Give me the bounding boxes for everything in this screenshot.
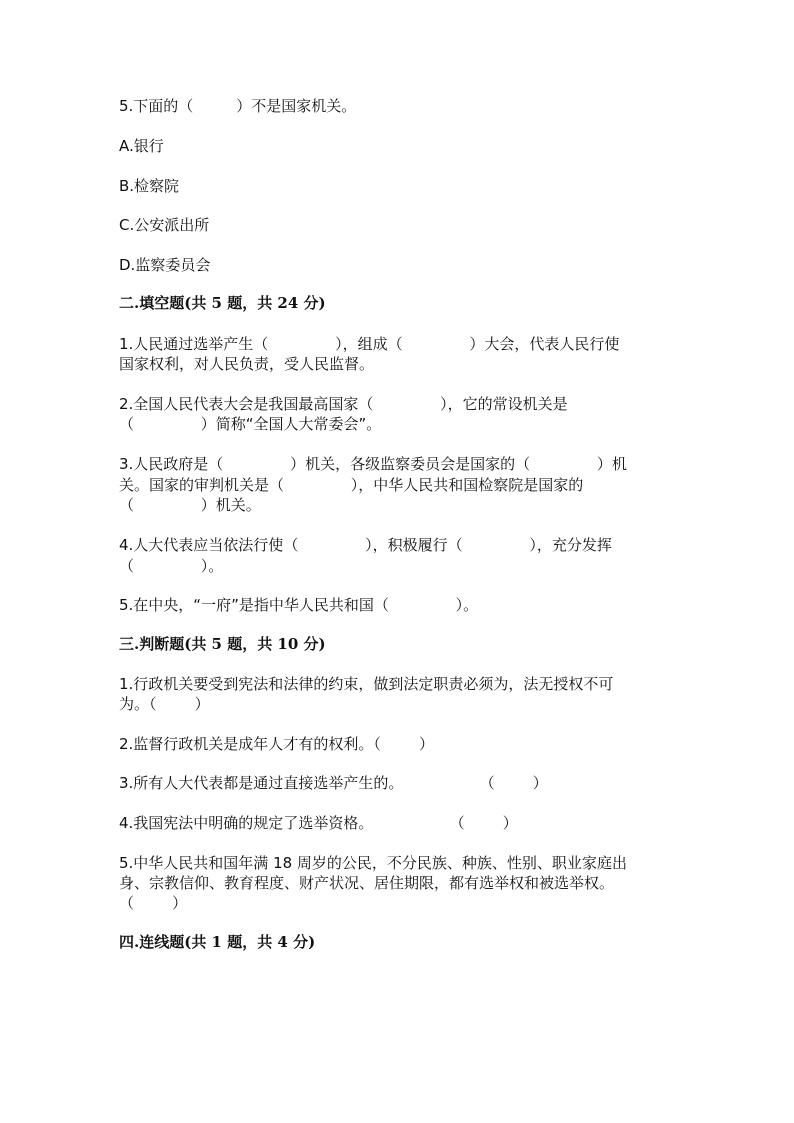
section-3-heading: 三.判断题(共 5 题，共 10 分) <box>119 635 326 653</box>
fill-q5-line-1: 5.在中央，“一府”是指中华人民共和国（ ）。 <box>119 596 479 614</box>
fill-q1-line-2: 国家权利，对人民负责，受人民监督。 <box>119 355 375 373</box>
judge-q4-line-1: 4.我国宪法中明确的规定了选举资格。 （ ） <box>119 814 518 832</box>
option-c: C.公安派出所 <box>119 216 210 234</box>
option-a: A.银行 <box>119 137 164 155</box>
fill-q3-line-2: 关。国家的审判机关是（ ），中华人民共和国检察院是国家的 <box>119 476 584 494</box>
judge-q3-line-1: 3.所有人大代表都是通过直接选举产生的。 （ ） <box>119 774 548 792</box>
section-2-heading: 二.填空题(共 5 题，共 24 分) <box>119 294 326 312</box>
fill-q4-line-2: （ ）。 <box>119 557 224 575</box>
question-5-stem: 5.下面的（ ）不是国家机关。 <box>119 97 357 115</box>
judge-q5-line-3: （ ） <box>119 894 188 912</box>
fill-q1-line-1: 1.人民通过选举产生（ ），组成（ ）大会，代表人民行使 <box>119 335 620 353</box>
section-4-heading: 四.连线题(共 1 题，共 4 分) <box>119 933 316 951</box>
fill-q3-line-3: （ ）机关。 <box>119 496 261 514</box>
fill-q2-line-2: （ ）简称“全国人大常委会”。 <box>119 415 382 433</box>
judge-q1-line-1: 1.行政机关要受到宪法和法律的约束，做到法定职责必须为，法无授权不可 <box>119 675 614 693</box>
option-b: B.检察院 <box>119 177 180 195</box>
fill-q4-line-1: 4.人大代表应当依法行使（ ），积极履行（ ），充分发挥 <box>119 536 612 554</box>
fill-q2-line-1: 2.全国人民代表大会是我国最高国家（ ），它的常设机关是 <box>119 395 568 413</box>
option-d: D.监察委员会 <box>119 256 211 274</box>
fill-q3-line-1: 3.人民政府是（ ）机关，各级监察委员会是国家的（ ）机 <box>119 455 627 473</box>
judge-q5-line-2: 身、宗教信仰、教育程度、财产状况、居住期限，都有选举权和被选举权。 <box>119 874 615 892</box>
judge-q1-line-2: 为。（ ） <box>119 695 210 713</box>
judge-q2-line-1: 2.监督行政机关是成年人才有的权利。（ ） <box>119 735 434 753</box>
judge-q5-line-1: 5.中华人民共和国年满 18 周岁的公民，不分民族、种族、性别、职业家庭出 <box>119 854 627 872</box>
